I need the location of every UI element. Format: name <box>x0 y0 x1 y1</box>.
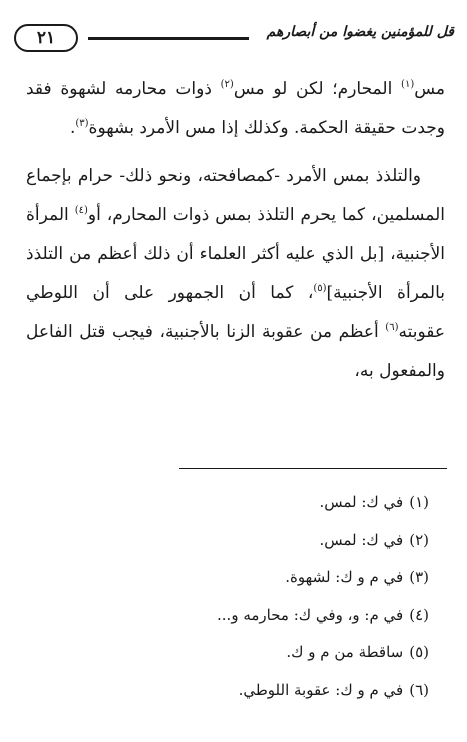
footnote-ref-6: (٦) <box>385 322 399 333</box>
footnote-1 <box>40 484 429 522</box>
footnote-number: (٤) <box>409 605 429 624</box>
footnote-number: (٦) <box>409 680 429 699</box>
footnote-text: في م و ك: عقوبة اللوطي. <box>238 680 404 699</box>
text-segment: المحارم؛ لكن لو مس <box>233 79 402 99</box>
footnote-ref-3: (٣) <box>75 118 89 129</box>
footnote-ref-2: (٢) <box>220 79 234 90</box>
footnote-text: في ك: لمس. <box>319 493 404 511</box>
footnote-ref-4: (٤) <box>74 205 88 216</box>
text-segment: ، كما أن الجمهور على أن اللوطي عقوبته <box>26 283 445 342</box>
footnote-text: ساقطة من م و ك. <box>286 643 404 662</box>
footnote-ref-1: (١) <box>401 79 415 90</box>
running-title: قل للمؤمنين يغضوا من أبصارهم <box>266 24 454 40</box>
text-segment: . <box>69 118 76 138</box>
text-segment: ذوات محارمه لشهوة فقد وجدت حقيقة الحكمة. وكذلك إذا مس الأمرد بشهوة <box>26 79 445 138</box>
footnotes <box>40 484 429 710</box>
text-segment: المرأة الأجنبية، [بل الذي عليه أكثر العلماء أن ذلك أعظم من التلذذ بالمرأة الأجنبية] <box>26 205 445 303</box>
footnote-text: في م و ك: لشهوة. <box>285 568 404 587</box>
footnote-number: (٣) <box>409 568 429 587</box>
page-header <box>14 22 454 56</box>
footnote-text: في ك: لمس. <box>319 530 404 549</box>
main-text <box>26 70 445 391</box>
paragraph-2 <box>26 157 445 391</box>
paragraph-1 <box>26 70 445 148</box>
footnote-2 <box>40 522 429 560</box>
footnote-6 <box>40 672 429 710</box>
footnote-3 <box>40 559 429 597</box>
page-number: ٢١ <box>14 24 78 52</box>
footnote-4 <box>40 597 429 635</box>
header-rule <box>88 37 249 40</box>
footnote-number: (١) <box>409 493 429 511</box>
footnote-separator <box>179 468 447 469</box>
text-segment: أعظم من عقوبة الزنا بالأجنبية، فيجب قتل الفاعل والمفعول به، <box>26 322 445 381</box>
footnote-ref-5: (٥) <box>313 283 327 294</box>
text-segment: والتلذذ بمس الأمرد -كمصافحته، ونحو ذلك- حرام بإجماع المسلمين، كما يحرم التلذذ بمس ذوات المحارم، أو <box>26 166 445 225</box>
footnote-number: (٢) <box>409 530 429 549</box>
text-segment: مس <box>414 79 445 99</box>
footnote-number: (٥) <box>409 643 429 662</box>
footnote-text: في م: و، وفي ك: محارمه و... <box>217 605 404 624</box>
footnote-5 <box>40 634 429 672</box>
